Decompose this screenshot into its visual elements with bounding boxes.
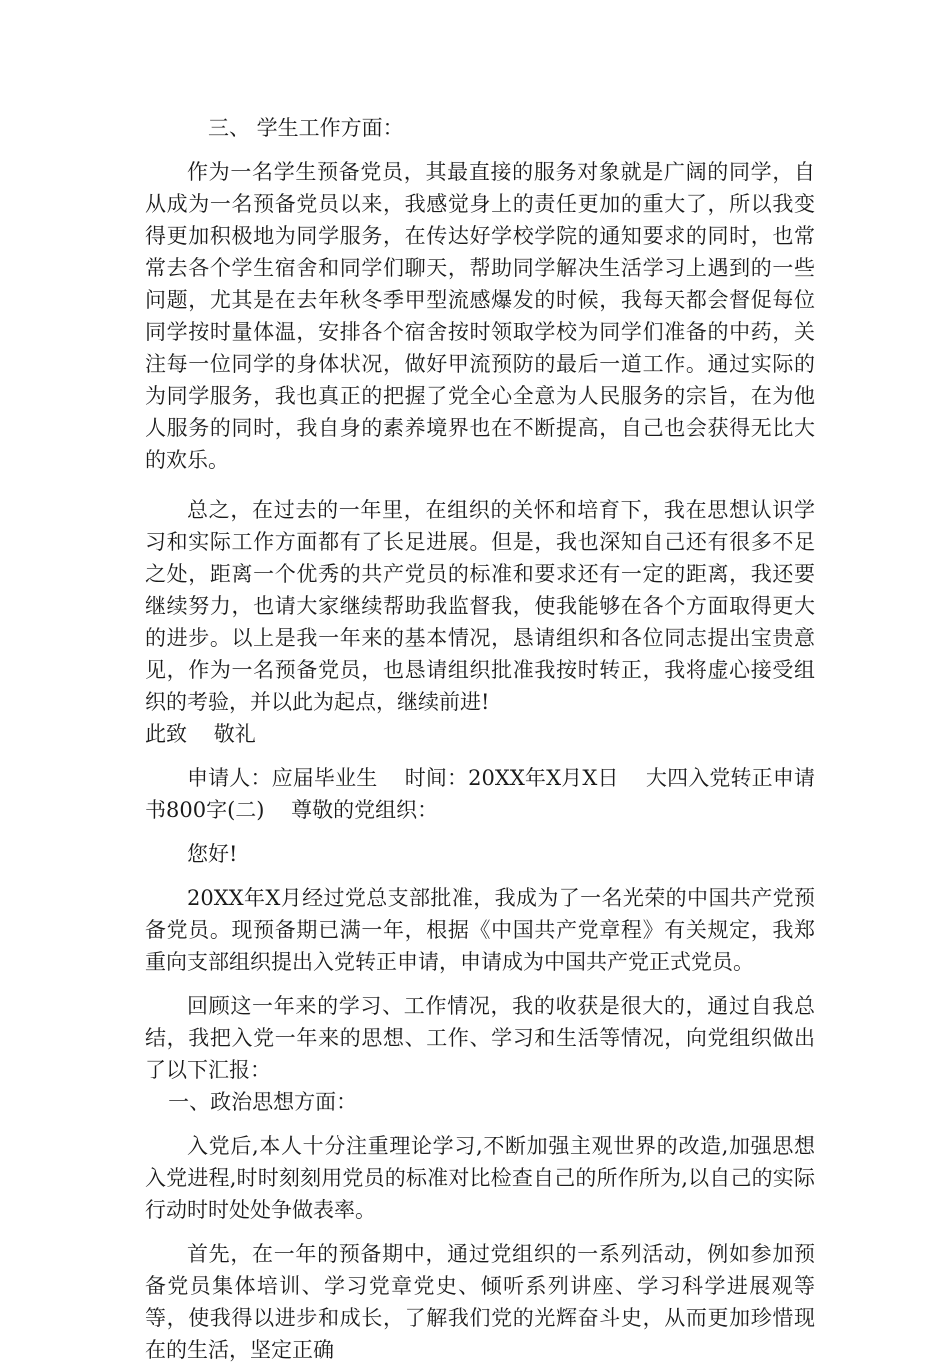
paragraph-approval: 20XX年X月经过党总支部批准，我成为了一名光荣的中国共产党预备党员。现预备期已满一年，根据《中国共产党章程》有关规定，我郑重向支部组织提出入党转正申请，申请成为中国共产党正式党员。 xyxy=(145,886,815,974)
paragraph-review: 回顾这一年来的学习、工作情况，我的收获是很大的，通过自我总结，我把入党一年来的思想、工作、学习和生活等情况，向党组织做出了以下汇报： xyxy=(145,994,815,1082)
section-heading-student-work: 三、 学生工作方面： xyxy=(208,116,404,140)
paragraph-first: 首先，在一年的预备期中，通过党组织的一系列活动，例如参加预备党员集体培训、学习党章党史、倾听系列讲座、学习科学进展观等等，使我得以进步和成长，了解我们党的光辉奋斗史，从而更加珍惜现在的生活，坚定正确 xyxy=(145,1242,815,1362)
closing-salutation: 此致 敬礼 xyxy=(145,722,256,746)
section-heading-political: 一、政治思想方面： xyxy=(168,1090,358,1114)
greeting: 您好! xyxy=(187,842,238,866)
signature-line: 申请人：应届毕业生 时间：20XX年X月X日 大四入党转正申请书800字(二) 尊敬的党组织： xyxy=(145,766,815,822)
paragraph-student-work: 作为一名学生预备党员，其最直接的服务对象就是广阔的同学，自从成为一名预备党员以来，我感觉身上的责任更加的重大了，所以我变得更加积极地为同学服务，在传达好学校学院的通知要求的同时，也常常去各个学生宿舍和同学们聊天，帮助同学解决生活学习上遇到的一些问题，尤其是在去年秋冬季甲型流感爆发的时候，我每天都会督促每位同学按时量体温，安排各个宿舍按时领取学校为同学们准备的中药，关注每一位同学的身体状况，做好甲流预防的最后一道工作。通过实际的为同学服务，我也真正的把握了党全心全意为人民服务的宗旨，在为他人服务的同时，我自身的素养境界也在不断提高，自己也会获得无比大的欢乐。 xyxy=(145,160,815,472)
document-body xyxy=(145,112,815,1366)
paragraph-theory: 入党后,本人十分注重理论学习,不断加强主观世界的改造,加强思想入党进程,时时刻刻用党员的标准对比检查自己的所作所为,以自己的实际行动时时处处争做表率。 xyxy=(145,1134,815,1222)
paragraph-conclusion: 总之，在过去的一年里，在组织的关怀和培育下，我在思想认识学习和实际工作方面都有了长足进展。但是，我也深知自己还有很多不足之处，距离一个优秀的共产党员的标准和要求还有一定的距离，我还要继续努力，也请大家继续帮助我监督我，使我能够在各个方面取得更大的进步。以上是我一年来的基本情况，恳请组织和各位同志提出宝贵意见，作为一名预备党员，也恳请组织批准我按时转正，我将虚心接受组织的考验，并以此为起点，继续前进! xyxy=(145,498,815,714)
